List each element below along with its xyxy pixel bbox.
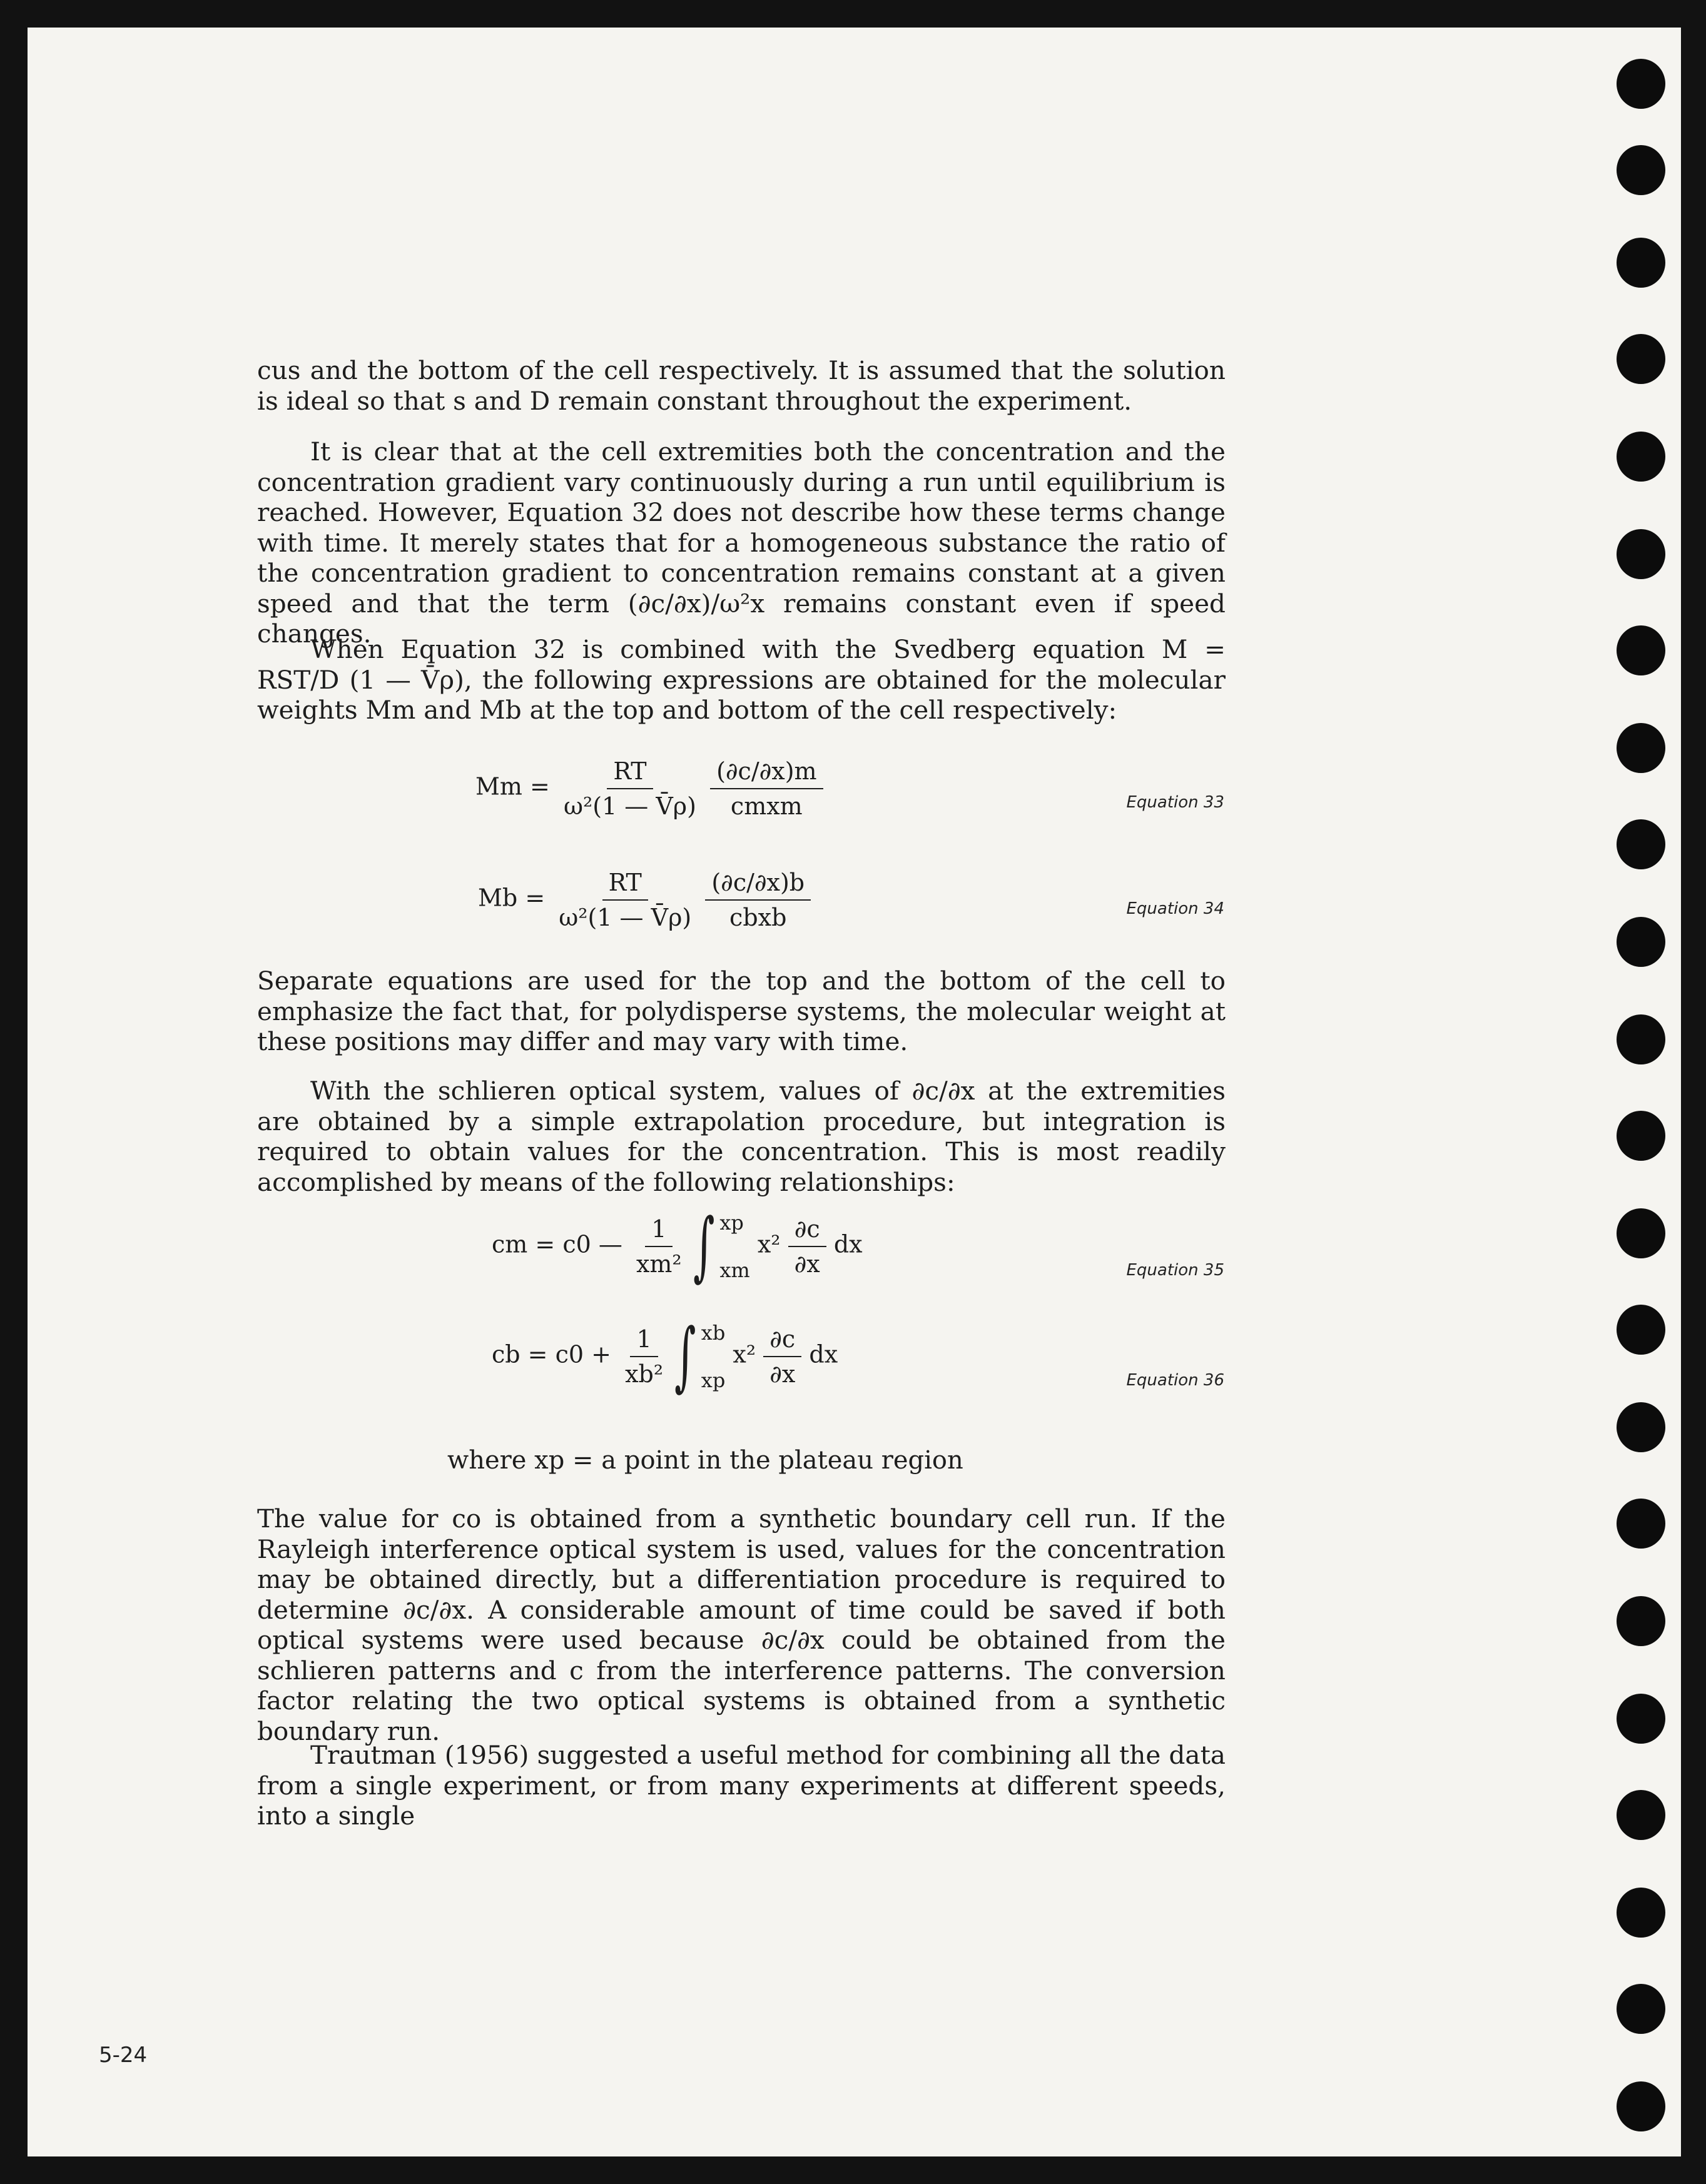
eq33-den1: ω²(1 — V̄ρ)	[563, 792, 696, 820]
eq36-num1: 1	[630, 1322, 658, 1357]
eq35-upper: xp	[719, 1211, 744, 1235]
binder-hole	[1617, 334, 1665, 384]
eq36-integrand: x²	[733, 1340, 756, 1368]
eq34-lhs: Mb =	[478, 884, 546, 912]
eq33-fraction-2	[710, 754, 823, 823]
eq36-derivative	[763, 1322, 801, 1391]
eq36-dnum: ∂c	[763, 1322, 801, 1357]
binder-hole	[1617, 1596, 1665, 1646]
equation-35-label: Equation 35	[1126, 1261, 1224, 1280]
eq36-lhs: cb = c0 +	[492, 1340, 611, 1368]
eq34-den1: ω²(1 — V̄ρ)	[559, 904, 692, 931]
binder-hole	[1617, 1790, 1665, 1840]
eq36-fraction	[619, 1322, 669, 1391]
binder-hole	[1617, 1208, 1665, 1258]
eq34-num2: (∂c/∂x)b	[705, 866, 811, 901]
eq34-fraction-1	[552, 866, 698, 934]
eq35-lhs: cm = c0 —	[492, 1230, 622, 1258]
eq36-limits	[701, 1322, 726, 1391]
binder-hole	[1617, 1694, 1665, 1744]
eq35-num1: 1	[645, 1212, 673, 1247]
eq33-fraction-1	[557, 754, 703, 823]
equation-34-label: Equation 34	[1126, 899, 1224, 918]
eq35-derivative	[788, 1212, 826, 1281]
binder-hole	[1617, 2081, 1665, 2131]
paragraph-6: The value for co is obtained from a synthetic boundary cell run. If the Rayleigh interference optical system is used, values for the concentration may be obtained directly, but a differentiation procedure is required to determine ∂c/∂x. A considerable amount of time could be saved if both optical systems were used because ∂c/∂x could be obtained from the schlieren patterns and c from the interference patterns. The conversion factor relating the two optical systems is obtained from a synthetic boundary run.	[257, 1504, 1226, 1746]
eq35-den1: xm²	[636, 1250, 682, 1278]
binder-hole	[1617, 917, 1665, 967]
paragraph-4: Separate equations are used for the top and the bottom of the cell to emphasize the fact that, for polydisperse systems, the molecular weight at these positions may differ and may vary with time.	[257, 966, 1226, 1056]
paragraph-3: When Equation 32 is combined with the Svedberg equation M = RST/D (1 — V̄ρ), the following expressions are obtained for the molecular weights Mm and Mb at the top and bottom of the cell respectively:	[257, 634, 1226, 725]
paragraph-1: cus and the bottom of the cell respectively. It is assumed that the solution is ideal so that s and D remain constant throughout the experiment.	[257, 355, 1226, 416]
binder-hole	[1617, 1111, 1665, 1161]
eq36-lower: xp	[701, 1368, 726, 1392]
eq35-integral-sign: ∫	[693, 1203, 715, 1290]
equation-33	[475, 754, 823, 823]
eq35-dnum: ∂c	[788, 1212, 826, 1247]
binder-hole	[1617, 59, 1665, 109]
binder-hole	[1617, 1402, 1665, 1452]
equation-36	[492, 1313, 838, 1400]
eq33-num2: (∂c/∂x)m	[710, 754, 823, 789]
eq34-fraction-2	[705, 866, 811, 934]
paragraph-2: It is clear that at the cell extremities both the concentration and the concentration gradient vary continuously during a run until equilibrium is reached. However, Equation 32 does not describe how these terms change with time. It merely states that for a homogeneous substance the ratio of the concentration gradient to concentration remains constant at a given speed and that the term (∂c/∂x)/ω²x remains constant even if speed changes.	[257, 437, 1226, 649]
eq33-den2: cmxm	[730, 792, 803, 820]
binder-hole	[1617, 625, 1665, 675]
eq35-dx: dx	[833, 1230, 863, 1258]
eq36-dden: ∂x	[769, 1360, 796, 1388]
eq36-dx: dx	[809, 1340, 838, 1368]
where-clause: where xp = a point in the plateau region	[447, 1446, 963, 1475]
eq34-den2: cbxb	[729, 904, 787, 931]
eq34-num1: RT	[602, 866, 648, 901]
eq35-fraction	[630, 1212, 688, 1281]
eq36-den1: xb²	[625, 1360, 664, 1388]
binder-hole	[1617, 1499, 1665, 1549]
equation-34	[478, 866, 811, 934]
binder-hole	[1617, 432, 1665, 482]
paragraph-7: Trautman (1956) suggested a useful method for combining all the data from a single experiment, or from many experiments at different speeds, into a single	[257, 1740, 1226, 1831]
paragraph-5: With the schlieren optical system, values of ∂c/∂x at the extremities are obtained by a simple extrapolation procedure, but integration is required to obtain values for the concentration. This is most readily accomplished by means of the following relationships:	[257, 1076, 1226, 1197]
eq33-lhs: Mm =	[475, 772, 550, 801]
binder-hole	[1617, 145, 1665, 195]
equation-33-label: Equation 33	[1126, 793, 1224, 812]
equation-36-label: Equation 36	[1126, 1371, 1224, 1390]
eq36-integral-sign: ∫	[674, 1313, 696, 1400]
eq35-integrand: x²	[757, 1230, 781, 1258]
equation-35	[492, 1203, 863, 1290]
eq35-lower: xm	[719, 1258, 750, 1282]
binder-hole	[1617, 819, 1665, 869]
binder-hole	[1617, 1888, 1665, 1938]
binder-hole	[1617, 1014, 1665, 1064]
binder-hole	[1617, 238, 1665, 288]
binder-hole	[1617, 1305, 1665, 1355]
eq35-limits	[719, 1212, 749, 1281]
eq35-dden: ∂x	[794, 1250, 820, 1278]
eq33-num1: RT	[607, 754, 652, 789]
eq36-upper: xb	[701, 1321, 726, 1345]
binder-hole	[1617, 1984, 1665, 2034]
page-number: 5-24	[99, 2043, 148, 2068]
binder-hole	[1617, 529, 1665, 579]
document-page	[28, 28, 1681, 2156]
binder-hole	[1617, 723, 1665, 773]
